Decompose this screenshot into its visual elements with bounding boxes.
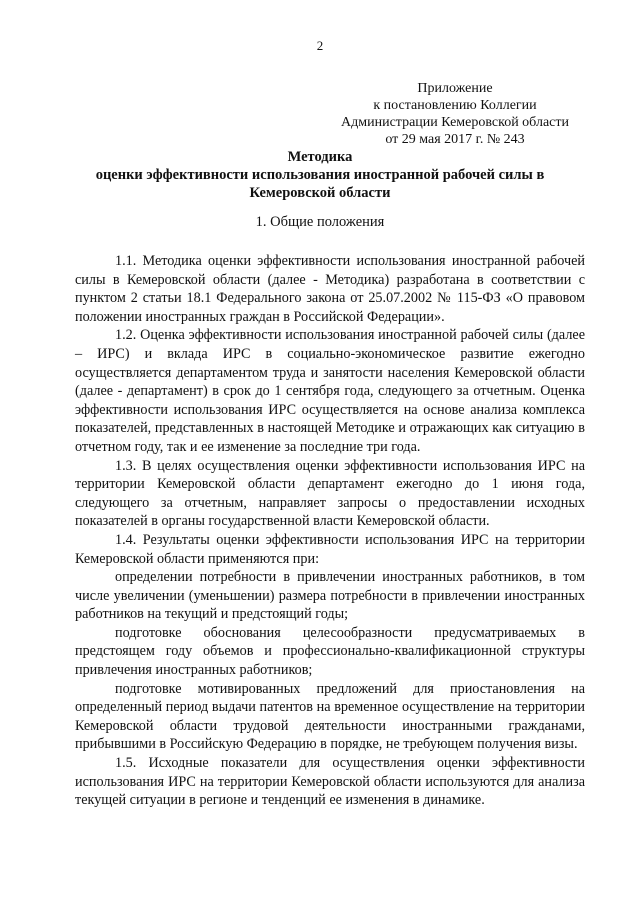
paragraph-1-3: 1.3. В целях осуществления оценки эффективности использования ИРС на территории Кемеровской области департамент ежегодно до 1 июня года, следующего за отчетным, направляет запросы о предоставлении исходных показателей в органы государственной власти Кемеровской области. — [75, 457, 585, 530]
paragraph-list-item-3: подготовке мотивированных предложений для приостановления на определенный период выдачи патентов на временное осуществление на территории Кемеровской области трудовой деятельности иностранными гражданами, прибывшими в Российскую Федерацию в порядке, не требующем получения визы. — [75, 680, 585, 753]
title-line-3: Кемеровской области — [249, 185, 391, 201]
appendix-line-3: Администрации Кемеровской области — [341, 115, 569, 130]
paragraph-1-4: 1.4. Результаты оценки эффективности использования ИРС на территории Кемеровской области применяются при: — [75, 531, 585, 567]
paragraph-list-item-2: подготовке обоснования целесообразности предусматриваемых в предстоящем году объемов и профессионально-квалификационной структуры привлечения иностранных работников; — [75, 624, 585, 679]
appendix-line-1: Приложение — [417, 81, 493, 96]
appendix-line-4: от 29 мая 2017 г. № 243 — [385, 132, 525, 147]
section-heading: 1. Общие положения — [255, 214, 385, 230]
paragraph-1-1: 1.1. Методика оценки эффективности использования иностранной рабочей силы в Кемеровской области (далее - Методика) разработана в соответствии с пунктом 2 статьи 18.1 Федерального закона от 25.07.2002 № 115-ФЗ «О правовом положении иностранных граждан в Российской Федерации». — [75, 253, 585, 325]
document-body — [75, 252, 585, 810]
title-line-1: Методика — [287, 149, 353, 165]
document-title — [75, 148, 565, 202]
paragraph-1-2: 1.2. Оценка эффективности использования иностранной рабочей силы (далее – ИРС) и вклада ИРС в социально-экономическое развитие ежегодно осуществляется департаментом труда и занятости населения Кемеровской области (далее - департамент) в срок до 1 сентября года, следующего за отчетным. Оценка эффективности использования ИРС осуществляется на основе анализа комплекса показателей, представленных в настоящей Методике и отражающих как ситуацию в отчетном году, так и ее изменение за последние три года. — [75, 327, 585, 455]
paragraph-1-5: 1.5. Исходные показатели для осуществления оценки эффективности использования ИРС на территории Кемеровской области используются для анализа текущей ситуации в регионе и тенденций ее изменения в динамике. — [75, 755, 585, 809]
title-line-2: оценки эффективности использования иностранной рабочей силы в — [95, 167, 545, 183]
paragraph-list-item-1: определении потребности в привлечении иностранных работников, в том числе увеличении (уменьшении) размера потребности в привлечении иностранных работников на текущий и предстоящий годы; — [75, 569, 585, 623]
page-number: 2 — [316, 38, 324, 53]
appendix-block — [330, 80, 580, 148]
appendix-line-2: к постановлению Коллегии — [373, 98, 537, 113]
